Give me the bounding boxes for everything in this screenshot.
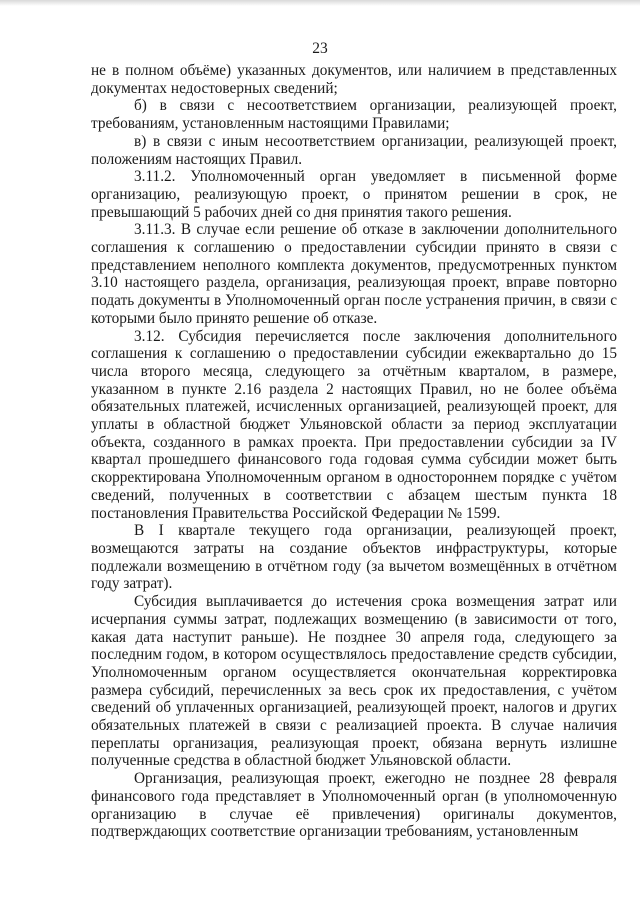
paragraph-3-11-3: 3.11.3. В случае если решение об отказе в заключении дополнительного соглашения к соглашению о предоставлении субсидии принято в связи с представлением неполного комплекта документов, предусмотренных пунктом 3.10 настоящего раздела, организация, реализующая проект, вправе повторно подать документы в Уполномоченный орган после устранения причин, в связи с которыми было принято решение об отказе. xyxy=(91,221,617,327)
paragraph-subsidy-payment: Субсидия выплачивается до истечения срока возмещения затрат или исчерпания суммы затрат, подлежащих возмещению (в зависимости от того, какая дата наступит раньше). Не позднее 30 апреля года, следующего за последним годом, в котором осуществлялось предоставление средств субсидии, Уполномоченным органом осуществляется окончательная корректировка размера субсидий, перечисленных за весь срок их предоставления, с учётом сведений об уплаченных организацией, реализующей проект, налогов и других обязательных платежей в связи с реализацией проекта. В случае наличия переплаты организация, реализующая проект, обязана вернуть излишне полученные средства в областной бюджет Ульяновской области. xyxy=(91,593,617,770)
paragraph-continuation: не в полном объёме) указанных документов, или наличием в представленных документах недостоверных сведений; xyxy=(91,62,617,97)
paragraph-3-11-2: 3.11.2. Уполномоченный орган уведомляет в письменной форме организацию, реализующую проект, о принятом решении в срок, не превышающий 5 рабочих дней со дня принятия такого решения. xyxy=(91,168,617,221)
paragraph-item-b: б) в связи с несоответствием организации, реализующей проект, требованиям, установленным настоящими Правилами; xyxy=(91,97,617,133)
paragraph-annual-documents: Организация, реализующая проект, ежегодно не позднее 28 февраля финансового года представляет в Уполномоченный орган (в уполномоченную организацию в случае её привлечения) оригиналы документов, подтверждающих соответствие организации требованиям, установленным xyxy=(91,770,617,841)
paragraph-first-quarter: В I квартале текущего года организации, реализующей проект, возмещаются затраты на создание объектов инфраструктуры, которые подлежали возмещению в отчётном году (за вычетом возмещённых в отчётном году затрат). xyxy=(91,522,617,593)
paragraph-3-12: 3.12. Субсидия перечисляется после заключения дополнительного соглашения к соглашению о предоставлении субсидии ежеквартально до 15 числа второго месяца, следующего за отчётным кварталом, в размере, указанном в пункте 2.16 раздела 2 настоящих Правил, но не более объёма обязательных платежей, исчисленных организацией, реализующей проект, для уплаты в областной бюджет Ульяновской области за период эксплуатации объекта, созданного в рамках проекта. При предоставлении субсидии за IV квартал прошедшего финансового года годовая сумма субсидии может быть скорректирована Уполномоченным органом в одностороннем порядке с учётом сведений, полученных в соответствии с абзацем шестым пункта 18 постановления Правительства Российской Федерации № 1599. xyxy=(91,327,617,522)
document-body xyxy=(91,62,617,841)
paragraph-item-v: в) в связи с иным несоответствием организации, реализующей проект, положениям настоящих Правил. xyxy=(91,132,617,168)
scan-edge xyxy=(0,0,640,6)
page-number: 23 xyxy=(312,40,328,57)
